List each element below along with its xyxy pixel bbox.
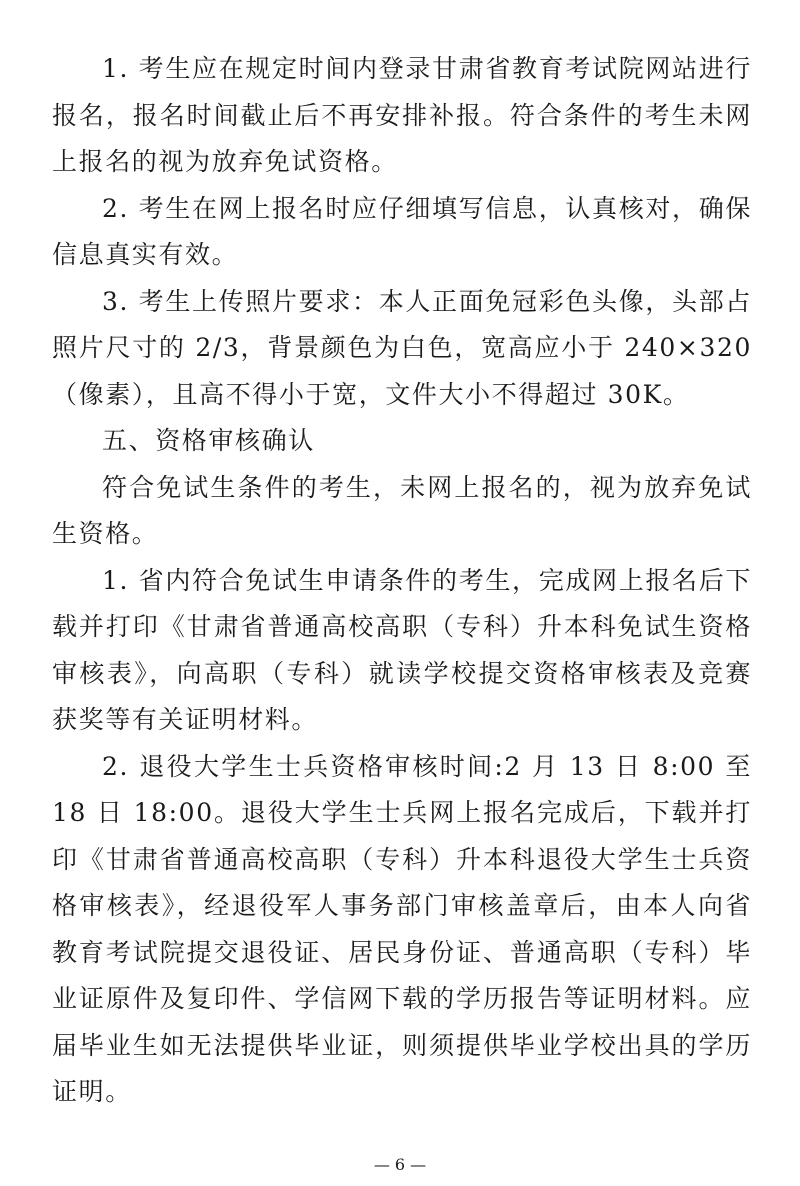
paragraph-veteran-review: 2. 退役大学生士兵资格审核时间:2 月 13 日 8:00 至 18 日 18:00。退役大学生士兵网上报名完成后，下载并打印《甘肃省普通高校高职（专科）升本科退役大学生士兵资格审核表》，经退役军人事务部门审核盖章后，由本人向省教育考试院提交退役证、居民身份证、普通高职（专科）毕业证原件及复印件、学信网下载的学历报告等证明材料。应届毕业生如无法提供毕业证，则须提供毕业学校出具的学历证明。 xyxy=(52,751,752,1106)
page-number: — 6 — xyxy=(373,1155,427,1174)
paragraph-qualification-intro: 符合免试生条件的考生，未网上报名的，视为放弃免试生资格。 xyxy=(52,472,752,548)
paragraph-photo-requirements: 3. 考生上传照片要求：本人正面免冠彩色头像，头部占照片尺寸的 2/3，背景颜色为白色，宽高应小于 240×320（像素），且高不得小于宽，文件大小不得超过 30K。 xyxy=(52,286,752,409)
document-body xyxy=(52,46,752,1116)
paragraph-online-registration: 1. 考生应在规定时间内登录甘肃省教育考试院网站进行报名，报名时间截止后不再安排补报。符合条件的考生未网上报名的视为放弃免试资格。 xyxy=(52,54,752,176)
paragraph-in-province-applicants: 1. 省内符合免试生申请条件的考生，完成网上报名后下载并打印《甘肃省普通高校高职（专科）升本科免试生资格审核表》，向高职（专科）就读学校提交资格审核表及竞赛获奖等有关证明材料。 xyxy=(52,565,752,734)
section-heading: 五、资格审核确认 xyxy=(102,426,315,455)
paragraph-fill-info: 2. 考生在网上报名时应仔细填写信息，认真核对，确保信息真实有效。 xyxy=(52,193,752,269)
